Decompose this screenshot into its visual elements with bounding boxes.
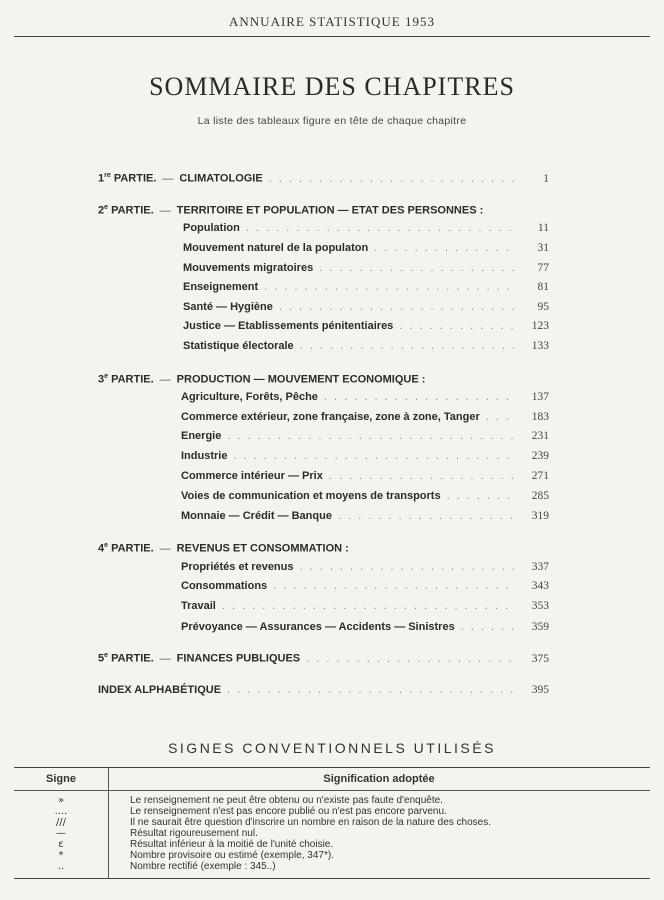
toc-index[interactable]: INDEX ALPHABÉTIQUE . . . 395 <box>98 684 549 700</box>
sign-row: * Nombre provisoire ou estimé (exemple, 347*). <box>58 850 334 861</box>
toc-entry[interactable]: Santé — Hygiène . . . 95 <box>183 301 549 317</box>
signs-title: SIGNES CONVENTIONNELS UTILISÉS <box>168 740 496 756</box>
toc-entry[interactable]: Population . . . 11 <box>183 222 549 238</box>
toc-part-2-heading: 2e PARTIE. — TERRITOIRE ET POPULATION — ETAT DES PERSONNES : <box>98 204 484 217</box>
sign-row: /// Il ne saurait être question d'inscrire un nombre en raison de la nature des choses. <box>55 817 492 828</box>
header-rule <box>14 36 650 37</box>
sign-row: .... Le renseignement n'est pas encore publié ou n'est pas encore parvenu. <box>54 806 447 817</box>
signs-table <box>14 767 650 879</box>
page-title: SOMMAIRE DES CHAPITRES <box>149 72 515 101</box>
sign-row: — Résultat rigoureusement nul. <box>56 828 258 839</box>
running-title: ANNUAIRE STATISTIQUE 1953 <box>229 14 435 29</box>
leader-dots <box>269 173 515 185</box>
toc-entry[interactable]: Mouvements migratoires . . . 77 <box>183 262 549 278</box>
toc-entry[interactable]: Statistique électorale . . . 133 <box>183 340 549 356</box>
toc-entry[interactable]: Industrie . . . 239 <box>181 450 549 466</box>
toc-entry[interactable]: Monnaie — Crédit — Banque . . . 319 <box>181 510 549 526</box>
toc-entry[interactable]: Commerce extérieur, zone française, zone à zone, Tanger . . . 183 <box>181 411 549 427</box>
toc-entry[interactable]: Travail . . . 353 <box>181 600 549 616</box>
toc-entry[interactable]: Justice — Etablissements pénitentiaires . . . 123 <box>183 320 549 336</box>
page-number: 1 <box>543 172 549 185</box>
sign-row: ε Résultat inférieur à la moitié de l'unité choisie. <box>58 839 334 850</box>
toc-entry[interactable]: Commerce intérieur — Prix . . . 271 <box>181 470 549 486</box>
toc-entry[interactable]: Agriculture, Forêts, Pêche . . . 137 <box>181 391 549 407</box>
page-subtitle: La liste des tableaux figure en tête de chaque chapitre <box>197 115 467 127</box>
toc-part-5[interactable]: 5e PARTIE. — FINANCES PUBLIQUES . . . 375 <box>98 652 549 668</box>
toc-entry[interactable]: Energie . . . 231 <box>181 430 549 446</box>
toc-part-3-heading: 3e PARTIE. — PRODUCTION — MOUVEMENT ECONOMIQUE : <box>98 373 426 386</box>
toc-entry[interactable]: Propriétés et revenus . . . 337 <box>181 561 549 577</box>
toc-entry[interactable]: Consommations . . . 343 <box>181 580 549 596</box>
column-header-sign: Signe <box>46 773 76 785</box>
column-header-meaning: Signification adoptée <box>323 773 435 785</box>
sign-row: .. Nombre rectifié (exemple : 345..) <box>57 861 276 872</box>
toc-part-4-heading: 4e PARTIE. — REVENUS ET CONSOMMATION : <box>98 542 349 555</box>
toc-entry[interactable]: Prévoyance — Assurances — Accidents — Sinistres . . . 359 <box>181 621 549 637</box>
toc-entry[interactable]: Voies de communication et moyens de transports . . . 285 <box>181 490 549 506</box>
toc-part-1[interactable]: 1re PARTIE. — CLIMATOLOGIE . . . 1 <box>98 172 549 188</box>
sign-row: » Le renseignement ne peut être obtenu ou n'existe pas faute d'enquête. <box>57 795 443 806</box>
toc-entry[interactable]: Mouvement naturel de la populaton . . . 31 <box>183 242 549 258</box>
toc-entry[interactable]: Enseignement . . . 81 <box>183 281 549 297</box>
header-divider <box>14 790 650 791</box>
